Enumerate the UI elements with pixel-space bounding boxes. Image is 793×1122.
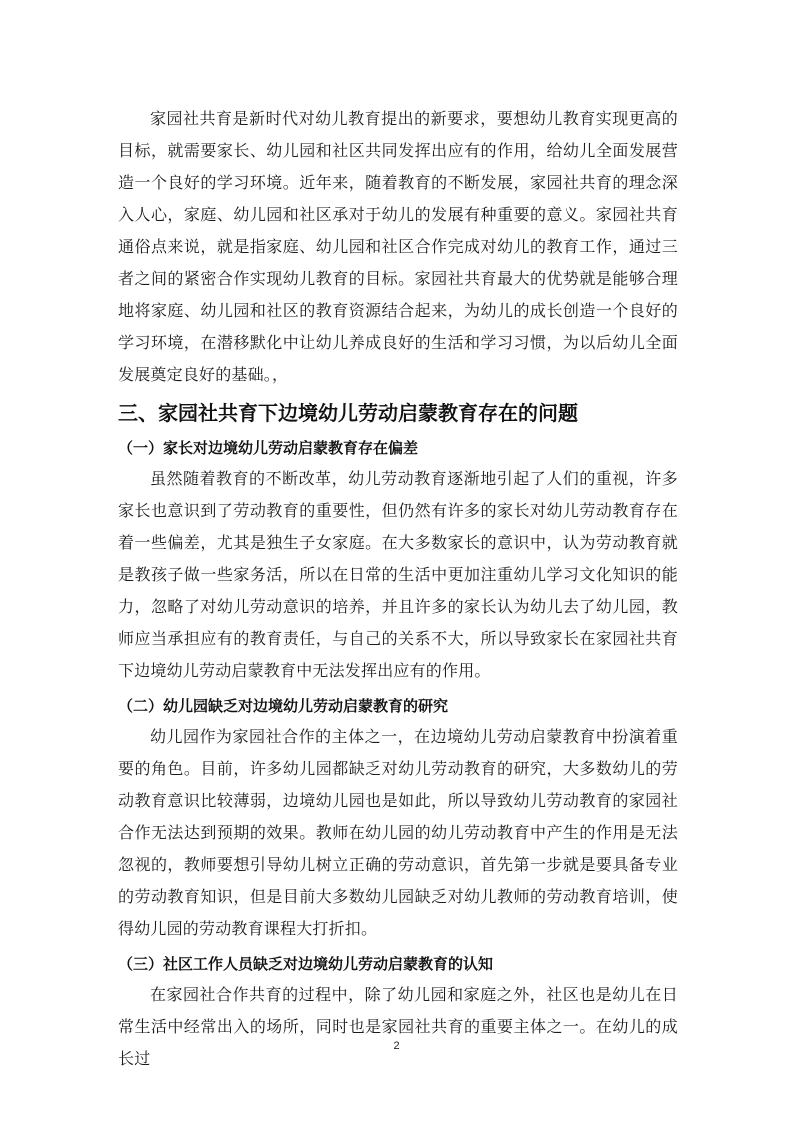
- subsection-2-heading: （二）幼儿园缺乏对边境幼儿劳动启蒙教育的研究: [118, 697, 449, 715]
- page-number: 2: [393, 1040, 400, 1052]
- section-heading: 三、家园社共育下边境幼儿劳动启蒙教育存在的问题: [118, 401, 578, 425]
- subsection-1-heading: （一）家长对边境幼儿劳动启蒙教育存在偏差: [118, 439, 419, 457]
- intro-paragraph: 家园社共育是新时代对幼儿教育提出的新要求，要想幼儿教育实现更高的目标，就需要家长、幼儿园和社区共同发挥出应有的作用，给幼儿全面发展营造一个良好的学习环境。近年来，随着教育的不断发展，家园社共育的理念深入人心，家庭、幼儿园和社区承对于幼儿的发展有种重要的意义。家园社共育通俗点来说，就是指家庭、幼儿园和社区合作完成对幼儿的教育工作，通过三者之间的紧密合作实现幼儿教育的目标。家园社共育最大的优势就是能够合理地将家庭、幼儿园和社区的教育资源结合起来，为幼儿的成长创造一个良好的学习环境，在潜移默化中让幼儿养成良好的生活和学习习惯，为以后幼儿全面发展奠定良好的基础。，: [118, 109, 678, 384]
- subsection-2-paragraph: 幼儿园作为家园社合作的主体之一，在边境幼儿劳动启蒙教育中扮演着重要的角色。目前，许多幼儿园都缺乏对幼儿劳动教育的研究，大多数幼儿的劳动教育意识比较薄弱，边境幼儿园也是如此，所以导致幼儿劳动教育的家园社合作无法达到预期的效果。教师在幼儿园的幼儿劳动教育中产生的作用是无法忽视的，教师要想引导幼儿树立正确的劳动意识，首先第一步就是要具备专业的劳动教育知识，但是目前大多数幼儿园缺乏对幼儿教师的劳动教育培训，使得幼儿园的劳动教育课程大打折扣。: [118, 727, 678, 938]
- subsection-3-paragraph: 在家园社合作共育的过程中，除了幼儿园和家庭之外，社区也是幼儿在日常生活中经常出入的场所，同时也是家园社共育的重要主体之一。在幼儿的成长过: [118, 985, 678, 1068]
- subsection-1-paragraph: 虽然随着教育的不断改革，幼儿劳动教育逐渐地引起了人们的重视，许多家长也意识到了劳动教育的重要性，但仍然有许多的家长对幼儿劳动教育存在着一些偏差，尤其是独生子女家庭。在大多数家长的意识中，认为劳动教育就是教孩子做一些家务活，所以在日常的生活中更加注重幼儿学习文化知识的能力，忽略了对幼儿劳动意识的培养，并且许多的家长认为幼儿去了幼儿园，教师应当承担应有的教育责任，与自己的关系不大，所以导致家长在家园社共育下边境幼儿劳动启蒙教育中无法发挥出应有的作用。: [118, 469, 678, 680]
- subsection-3-heading: （三）社区工作人员缺乏对边境幼儿劳动启蒙教育的认知: [118, 955, 494, 973]
- page-content: [118, 103, 678, 1075]
